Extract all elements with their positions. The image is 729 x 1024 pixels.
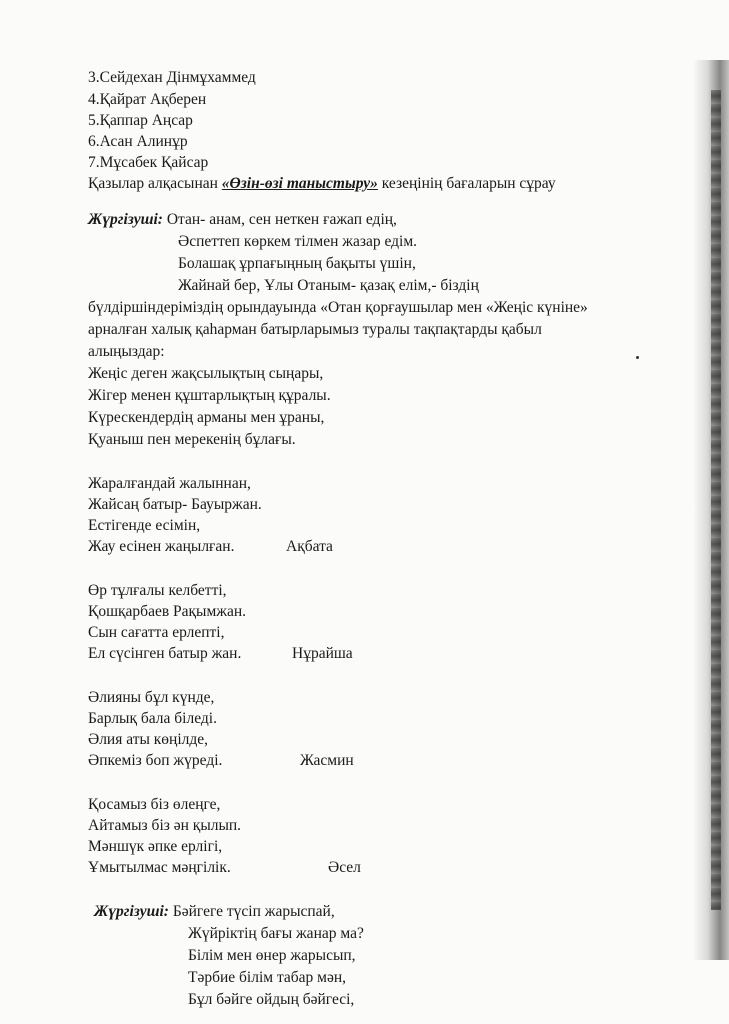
list-item: 6.Асан Алинұр (88, 133, 188, 150)
ink-speck (636, 356, 639, 359)
speaker-label: Жүргізуші: (94, 903, 169, 920)
verse-line: Қошқарбаев Рақымжан. (88, 603, 247, 620)
host-prose: арналған халық қаһарман батырларымыз туралы тақпақтарды қабыл (88, 321, 542, 338)
host-line: Әспеттеп көркем тілмен жазар едім. (178, 233, 418, 250)
list-item: 7.Мұсабек Қайсар (88, 154, 209, 171)
jury-line-before: Қазылар алқасынан (88, 175, 222, 192)
host-prose: алыңыздар: (88, 343, 165, 360)
verse-line: Қуаныш пен мерекенің бұлағы. (88, 431, 296, 448)
speaker-label: Жүргізуші: (88, 211, 163, 228)
verse-line: Әлия аты көңілде, (88, 731, 209, 748)
verse-author: Жасмин (300, 752, 354, 769)
verse-author: Ақбата (286, 538, 333, 555)
host-line: Жайнай бер, Ұлы Отаным- қазақ елім,- біздің (178, 277, 479, 294)
verse-line: Жау есінен жаңылған. (88, 538, 235, 555)
host-line-first (88, 210, 397, 229)
scan-shadow-streak (711, 90, 721, 910)
host-line: Болашақ ұрпағыңның бақыты үшін, (178, 255, 416, 272)
host-line: Білім мен өнер жарысып, (188, 947, 356, 964)
verse-line: Өр тұлғалы келбетті, (88, 582, 227, 599)
verse-line: Ұмытылмас мәңгілік. (88, 859, 231, 876)
verse-line: Әпкеміз боп жүреді. (88, 752, 223, 769)
verse-author: Әсел (328, 859, 361, 876)
verse-line: Күрескендердің арманы мен ұраны, (88, 409, 325, 426)
verse-line: Қосамыз біз өлеңге, (88, 796, 221, 813)
host-line-text: Бәйгеге түсіп жарыспай, (168, 903, 335, 920)
host-prose: бүлдіршіндеріміздің орындауында «Отан қорғаушылар мен «Жеңіс күніне» (88, 299, 588, 316)
verse-line: Айтамыз біз ән қылып. (88, 817, 242, 834)
host-line: Бұл бәйге ойдың бәйгесі, (188, 991, 355, 1008)
verse-line: Ел сүсінген батыр жан. (88, 645, 242, 662)
list-item: 3.Сейдехан Дінмұхаммед (88, 69, 256, 86)
verse-line: Мәншүк әпке ерлігі, (88, 838, 223, 855)
host-line: Тәрбие білім табар мән, (188, 969, 347, 986)
host-line-text: Отан- анам, сен неткен ғажап едің, (162, 211, 397, 228)
host-line: Жүйріктің бағы жанар ма? (188, 925, 364, 942)
verse-line: Барлық бала біледі. (88, 710, 217, 727)
jury-line (88, 174, 556, 193)
stage-title: «Өзін-өзі таныстыру» (221, 175, 378, 192)
host-line-first (94, 902, 335, 921)
verse-line: Естігенде есімін, (88, 517, 201, 534)
list-item: 4.Қайрат Ақберен (88, 91, 207, 108)
jury-line-after: кезеңінің бағаларын сұрау (377, 175, 556, 192)
verse-line: Сын сағатта ерлепті, (88, 624, 225, 641)
verse-line: Жігер менен құштарлықтың құралы. (88, 387, 331, 404)
verse-line: Жаралғандай жалыннан, (88, 475, 251, 492)
verse-line: Жеңіс деген жақсылықтың сыңары, (88, 365, 324, 382)
verse-author: Нұрайша (292, 645, 353, 662)
verse-line: Әлияны бұл күнде, (88, 689, 215, 706)
list-item: 5.Қаппар Аңсар (88, 112, 193, 129)
verse-line: Жайсаң батыр- Бауыржан. (88, 496, 262, 513)
